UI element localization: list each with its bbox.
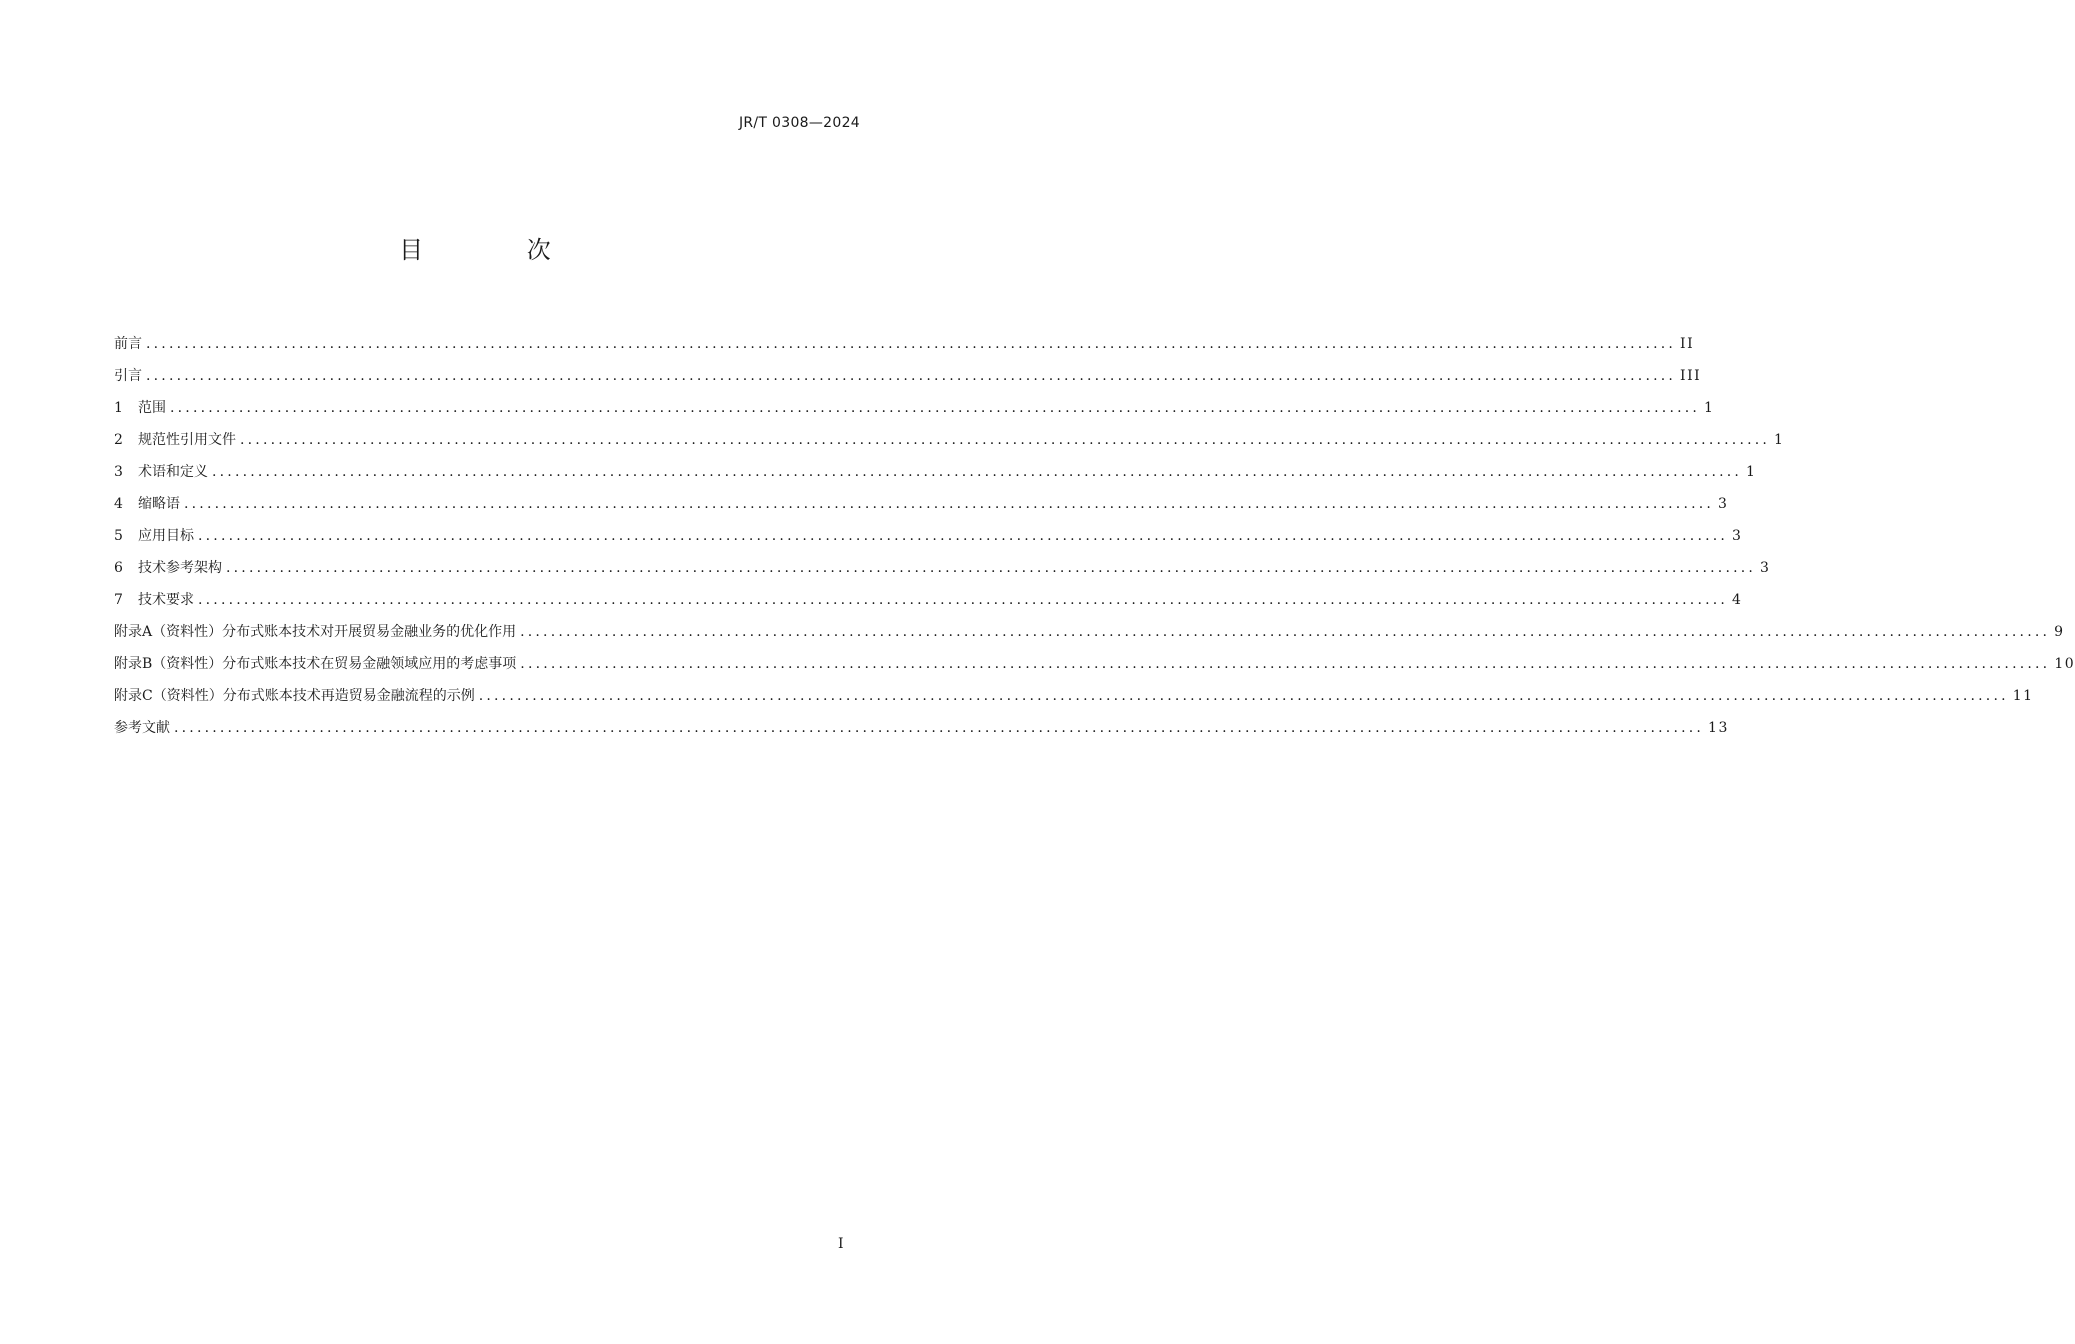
toc-entry-number: 7 xyxy=(114,592,123,608)
toc-entry-appendix-c[interactable] xyxy=(114,684,2034,716)
document-code: JR/T 0308—2024 xyxy=(738,115,860,131)
toc-entry-page: 3 xyxy=(1718,496,1729,512)
toc-entry-application-goals[interactable] xyxy=(114,524,1743,556)
toc-entry-page: 11 xyxy=(2012,688,2034,704)
dot-leader: ........................................................................................................................................................................................................ xyxy=(240,432,1771,448)
toc-entry-page: 13 xyxy=(1708,720,1729,736)
dot-leader: ........................................................................................................................................................................................................ xyxy=(212,464,1743,480)
dot-leader: ........................................................................................................................................................................................................ xyxy=(198,528,1729,544)
dot-leader: ........................................................................................................................................................................................................ xyxy=(520,656,2051,672)
toc-entry-page: 4 xyxy=(1732,592,1743,608)
dot-leader: ........................................................................................................................................................................................................ xyxy=(184,496,1715,512)
toc-entry-technical-requirements[interactable] xyxy=(114,588,1743,620)
toc-entry-label: 技术要求 xyxy=(138,592,194,608)
toc-entry-page: 1 xyxy=(1774,432,1785,448)
toc-entry-label: 附录C（资料性）分布式账本技术再造贸易金融流程的示例 xyxy=(114,688,475,704)
toc-entry-page: 1 xyxy=(1704,400,1715,416)
dot-leader: ........................................................................................................................................................................................................ xyxy=(170,400,1701,416)
dot-leader: ........................................................................................................................................................................................................ xyxy=(174,720,1705,736)
toc-entry-label: 应用目标 xyxy=(138,528,194,544)
toc-entry-label: 术语和定义 xyxy=(138,464,208,480)
dot-leader: ........................................................................................................................................................................................................ xyxy=(226,560,1757,576)
dot-leader: ........................................................................................................................................................................................................ xyxy=(146,336,1677,352)
toc-entry-number: 2 xyxy=(114,432,123,448)
toc-entry-terms-definitions[interactable] xyxy=(114,460,1757,492)
toc-entry-label: 参考文献 xyxy=(114,720,170,736)
dot-leader: ........................................................................................................................................................................................................ xyxy=(520,624,2051,640)
toc-entry-page: 10 xyxy=(2054,656,2075,672)
toc-entry-reference-architecture[interactable] xyxy=(114,556,1771,588)
toc-entry-label: 附录B（资料性）分布式账本技术在贸易金融领域应用的考虑事项 xyxy=(114,656,517,672)
toc-entry-number: 4 xyxy=(114,496,123,512)
toc-entry-label: 前言 xyxy=(114,336,142,352)
toc-entry-foreword[interactable] xyxy=(114,332,1695,364)
toc-entry-page: II xyxy=(1680,336,1695,352)
toc-entry-page: 1 xyxy=(1746,464,1757,480)
toc-entry-number: 5 xyxy=(114,528,123,544)
toc-entry-bibliography[interactable] xyxy=(114,716,1729,748)
page-number: I xyxy=(838,1236,844,1252)
toc-entry-label: 缩略语 xyxy=(138,496,180,512)
toc-entry-page: III xyxy=(1680,368,1702,384)
toc-entry-label: 规范性引用文件 xyxy=(138,432,236,448)
toc-entry-page: 9 xyxy=(2054,624,2065,640)
toc-entry-introduction[interactable] xyxy=(114,364,1702,396)
toc-entry-number: 6 xyxy=(114,560,123,576)
dot-leader: ........................................................................................................................................................................................................ xyxy=(146,368,1677,384)
toc-entry-label: 引言 xyxy=(114,368,142,384)
toc-entry-scope[interactable] xyxy=(114,396,1715,428)
toc-entry-label: 范围 xyxy=(138,400,166,416)
toc-entry-number: 3 xyxy=(114,464,123,480)
table-of-contents xyxy=(114,332,2075,748)
toc-entry-appendix-b[interactable] xyxy=(114,652,2075,684)
toc-entry-appendix-a[interactable] xyxy=(114,620,2065,652)
toc-entry-normative-references[interactable] xyxy=(114,428,1785,460)
toc-entry-number: 1 xyxy=(114,400,123,416)
toc-entry-page: 3 xyxy=(1760,560,1771,576)
toc-entry-abbreviations[interactable] xyxy=(114,492,1729,524)
dot-leader: ........................................................................................................................................................................................................ xyxy=(478,688,2009,704)
toc-entry-label: 技术参考架构 xyxy=(138,560,222,576)
dot-leader: ........................................................................................................................................................................................................ xyxy=(198,592,1729,608)
toc-entry-label: 附录A（资料性）分布式账本技术对开展贸易金融业务的优化作用 xyxy=(114,624,517,640)
page-title: 目 次 xyxy=(399,236,599,264)
toc-entry-page: 3 xyxy=(1732,528,1743,544)
